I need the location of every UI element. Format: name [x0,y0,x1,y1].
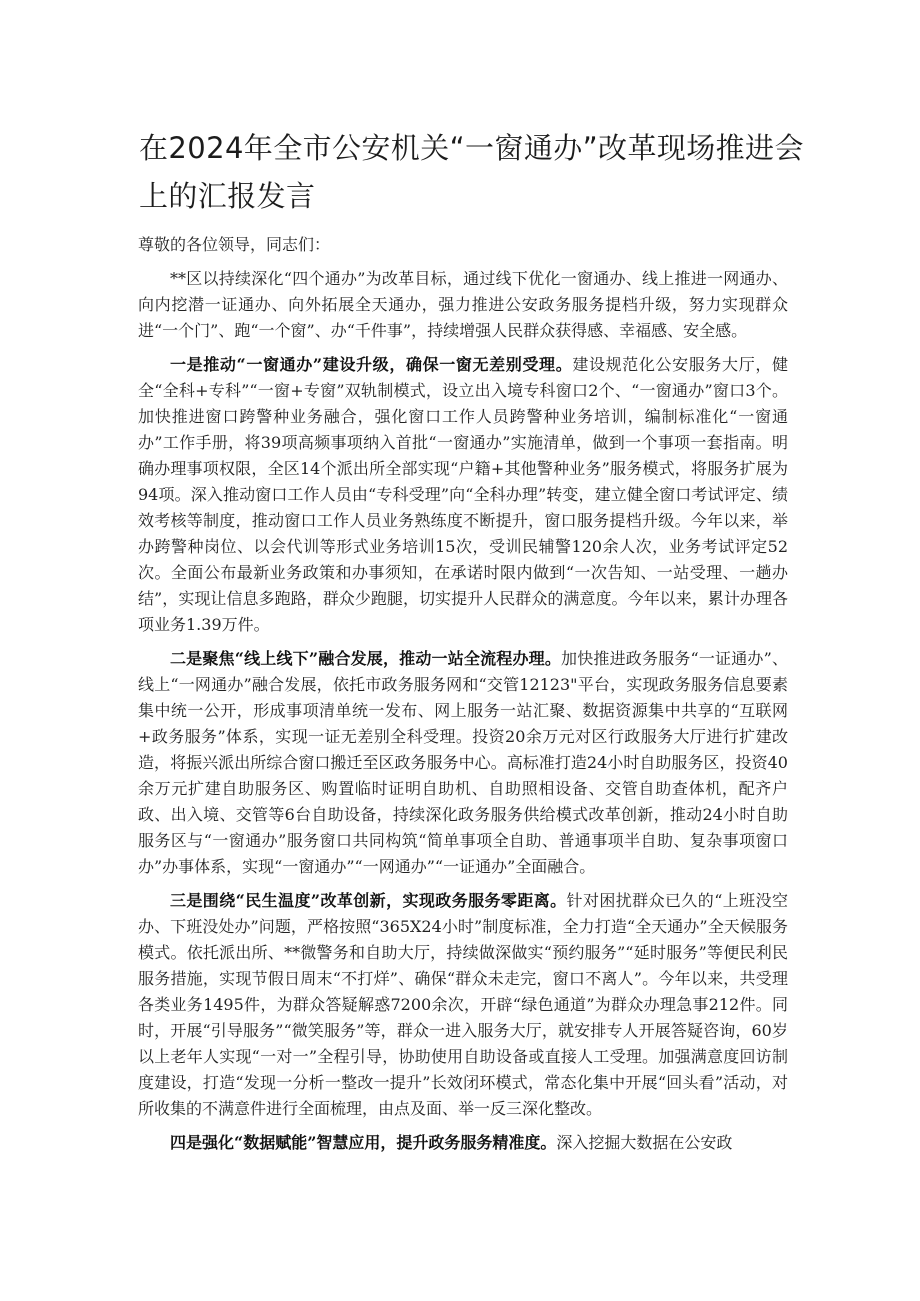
section-3-text: 针对困扰群众已久的“上班没空办、下班没处办”问题，严格按照“365X24小时”制度标准，全力打造“全天通办”全天候服务模式。依托派出所、**微警务和自助大厅，持续做深做实“预约服务”“延时服务”等便民利民服务措施，实现节假日周末“不打烊”、确保“群众未走完，窗口不离人”。今年以来，共受理各类业务1495件，为群众答疑解惑7200余次，开辟“绿色通道”为群众办理急事212件。同时，开展“引导服务”“微笑服务”等，群众一进入服务大厅，就安排专人开展答疑咨询，60岁以上老年人实现“一对一”全程引导，协助使用自助设备或直接人工受理。加强满意度回访制度建设，打造“发现一分析一整改一提升”长效闭环模式，常态化集中开展“回头看”活动，对所收集的不满意件进行全面梳理，由点及面、举一反三深化整改。 [138,891,788,1118]
section-1-paragraph [138,352,788,638]
intro-paragraph: **区以持续深化“四个通办”为改革目标，通过线下优化一窗通办、线上推进一网通办、向内挖潜一证通办、向外拓展全天通办，强力推进公安政务服务提档升级，努力实现群众进“一个门”、跑“一个窗”、办“千件事”，持续增强人民群众获得感、幸福感、安全感。 [138,269,788,340]
document-title: 在2024年全市公安机关“一窗通办”改革现场推进会上的汇报发言 [139,131,804,213]
section-2-text: 加快推进政务服务“一证通办”、线上“一网通办”融合发展，依托市政务服务网和“交管12123"平台，实现政务服务信息要素集中统一公开，形成事项清单统一发布、网上服务一站汇聚、数据资源集中共享的“互联网+政务服务”体系，实现一证无差别全科受理。投资20余万元对区行政服务大厅进行扩建改造，将振兴派出所综合窗口搬迁至区政务服务中心。高标准打造24小时自助服务区，投资40余万元扩建自助服务区、购置临时证明自助机、自助照相设备、交管自助查体机，配齐户政、出入境、交管等6台自助设备，持续深化政务服务供给模式改革创新，推动24小时自助服务区与“一窗通办”服务窗口共同构筑“简单事项全自助、普通事项半自助、复杂事项窗口办”办事体系，实现“一窗通办”“一网通办”“一证通办”全面融合。 [138,649,788,876]
section-4-lead: 四是强化“数据赋能”智慧应用，提升政务服务精准度。 [170,1133,557,1152]
section-1-text: 建设规范化公安服务大厅，健全“全科+专科”“一窗+专窗”双轨制模式，设立出入境专科窗口2个、“一窗通办”窗口3个。加快推进窗口跨警种业务融合，强化窗口工作人员跨警种业务培训，编制标准化“一窗通办”工作手册，将39项高频事项纳入首批“一窗通办”实施清单，做到一个事项一套指南。明确办理事项权限，全区14个派出所全部实现“户籍+其他警种业务”服务模式，将服务扩展为94项。深入推动窗口工作人员由“专科受理”向“全科办理”转变，建立健全窗口考试评定、绩效考核等制度，推动窗口工作人员业务熟练度不断提升，窗口服务提档升级。今年以来，举办跨警种岗位、以会代训等形式业务培训15次，受训民辅警120余人次，业务考试评定52次。全面公布最新业务政策和办事须知，在承诺时限内做到“一次告知、一站受理、一趟办结”，实现让信息多跑路，群众少跑腿，切实提升人民群众的满意度。今年以来，累计办理各项业务1.39万件。 [138,355,788,634]
section-4-paragraph [138,1130,788,1156]
section-4-text: 深入挖掘大数据在公安政 [556,1133,733,1152]
section-2-lead: 二是聚焦“线上线下”融合发展，推动一站全流程办理。 [170,649,562,668]
section-1-lead: 一是推动“一窗通办”建设升级，确保一窗无差别受理。 [170,355,573,374]
section-3-paragraph [138,888,788,1122]
document-body [138,232,788,1164]
section-2-paragraph [138,646,788,880]
salutation: 尊敬的各位领导，同志们： [138,235,331,254]
section-3-lead: 三是围绕“民生温度”改革创新，实现政务服务零距离。 [170,891,567,910]
